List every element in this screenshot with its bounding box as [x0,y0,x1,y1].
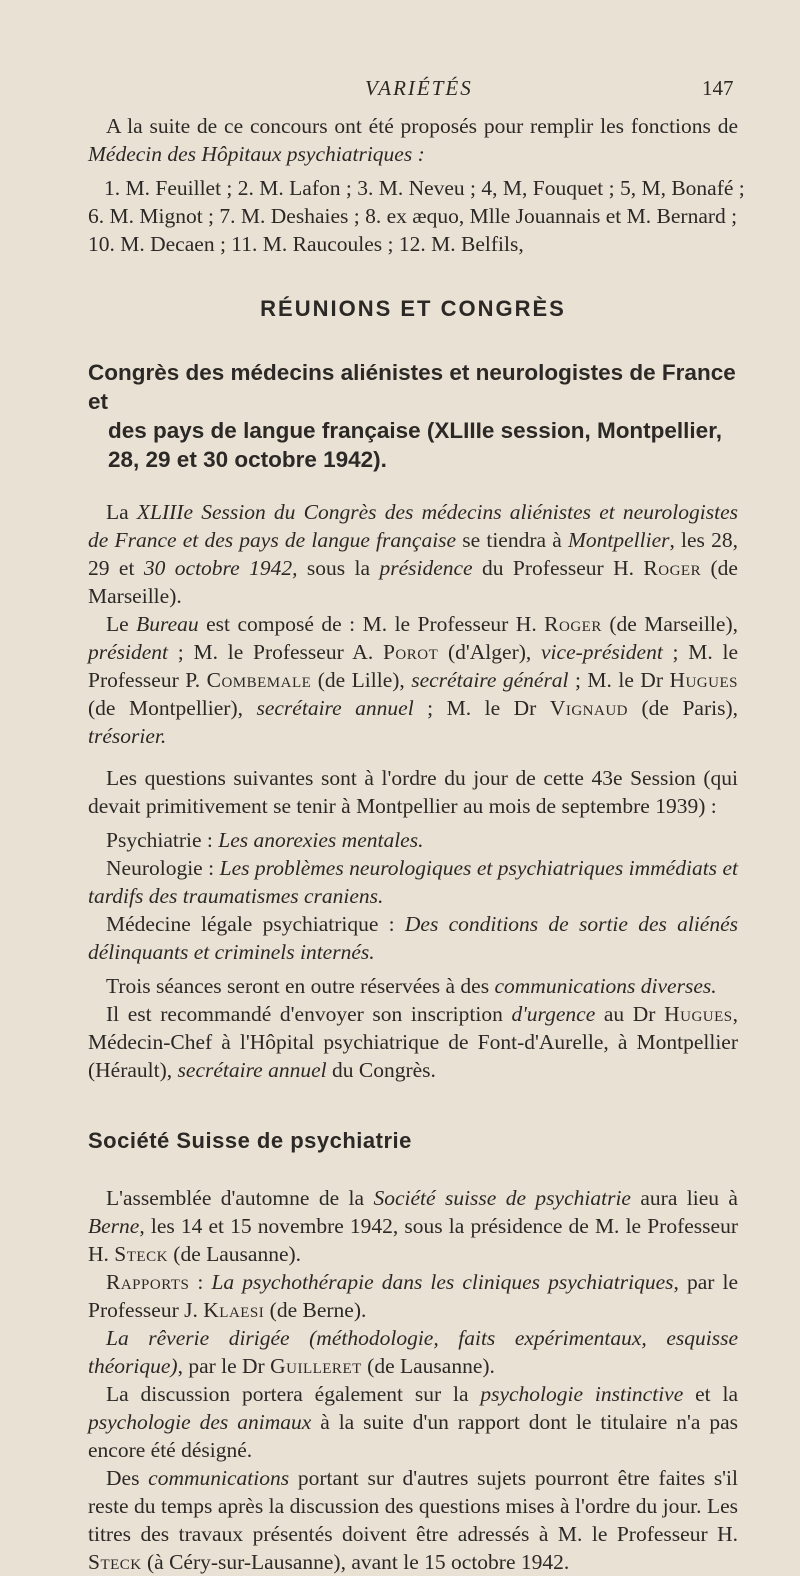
section-title: RÉUNIONS ET CONGRÈS [260,296,566,321]
appointee-list [88,174,745,258]
suisse-paragraph-3: La rêverie dirigée (méthodologie, faits expérimentaux, esquisse théorique), par le Dr Guilleret (de Lausanne). [88,1326,738,1378]
running-head: VARIÉTÉS [365,76,473,100]
suisse-paragraph-1: L'assemblée d'automne de la Société suisse de psychiatrie aura lieu à Berne, les 14 et 15 novembre 1942, sous la présidence de M. le Professeur H. Steck (de Lausanne). [88,1186,738,1266]
suisse-paragraph-5: Des communications portant sur d'autres sujets pourront être faites s'il reste du temps après la discussion des questions mises à l'ordre du jour. Les titres des travaux présentés doivent être adressés à M. le Professeur H. Steck (à Céry-sur-Lausanne), avant le 15 octobre 1942. [88,1466,739,1574]
suisse-paragraph-4: La discussion portera également sur la psychologie instinctive et la psychologie des animaux à la suite d'un rapport dont le titulaire n'a pas encore été désigné. [88,1382,738,1462]
page-body [88,112,745,1576]
appointee-line: 10. M. Decaen ; 11. M. Raucoules ; 12. M. Belfils, [88,232,524,256]
congres-paragraph-3: Les questions suivantes sont à l'ordre du jour de cette 43e Session (qui devait primitivement se tenir à Montpellier au mois de septembre 1939) : [88,766,738,818]
agenda-item: Psychiatrie : Les anorexies mentales. [106,828,424,852]
congres-paragraph-5: Il est recommandé d'envoyer son inscription d'urgence au Dr Hugues, Médecin-Chef à l'Hôpital psychiatrique de Font-d'Aurelle, à Montpellier (Hérault), secrétaire annuel du Congrès. [88,1002,738,1082]
intro-paragraph: A la suite de ce concours ont été proposés pour remplir les fonctions de Médecin des Hôpitaux psychiatriques : [88,114,738,166]
agenda-item: Médecine légale psychiatrique : Des conditions de sortie des aliénés délinquants et criminels internés. [88,912,739,964]
congres-paragraph-4: Trois séances seront en outre réservées à des communications diverses. [106,974,717,998]
congres-heading: Congrès des médecins aliénistes et neurologistes de France et des pays de langue française (XLIIIe session, Montpellier, 28, 29 et 30 octobre 1942). [88,360,736,472]
page-header [0,76,800,106]
congres-paragraph-1: La XLIIIe Session du Congrès des médecins aliénistes et neurologistes de France et des pays de langue française se tiendra à Montpellier, les 28, 29 et 30 octobre 1942, sous la présidence du Professeur H. Roger (de Marseille). [88,500,738,608]
appointee-line: 1. M. Feuillet ; 2. M. Lafon ; 3. M. Neveu ; 4, M, Fouquet ; 5, M, Bonafé ; [104,176,745,200]
appointee-line: 6. M. Mignot ; 7. M. Deshaies ; 8. ex æquo, Mlle Jouannais et M. Bernard ; [88,204,738,228]
congres-paragraph-2: Le Bureau est composé de : M. le Professeur H. Roger (de Marseille), président ; M. le Professeur A. Porot (d'Alger), vice-président ; M. le Professeur P. Combemale (de Lille), secrétaire général ; M. le Dr Hugues (de Montpellier), secrétaire annuel ; M. le Dr Vignaud (de Paris), trésorier. [88,612,739,748]
page-number: 147 [702,76,734,100]
agenda-item: Neurologie : Les problèmes neurologiques et psychiatriques immédiats et tardifs des traumatismes craniens. [88,856,738,908]
suisse-heading: Société Suisse de psychiatrie [88,1128,412,1153]
suisse-paragraph-2: Rapports : La psychothérapie dans les cliniques psychiatriques, par le Professeur J. Klaesi (de Berne). [88,1270,738,1322]
